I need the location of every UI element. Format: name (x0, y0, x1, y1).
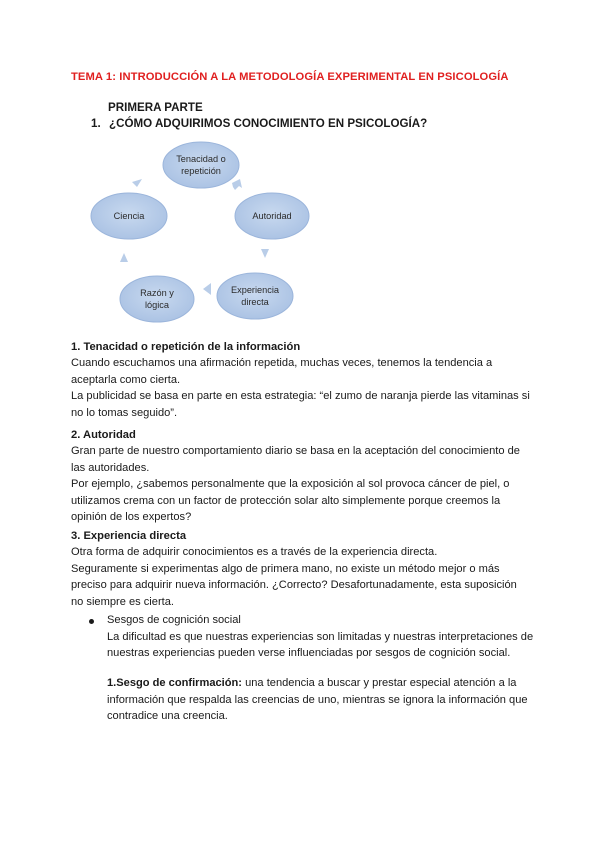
bullet-item (107, 612, 547, 662)
cycle-node-experiencia-label-2: directa (241, 297, 269, 307)
cycle-arrow-3 (203, 283, 211, 295)
confirmation-bias-text: una tendencia a buscar y prestar especial atención a la información que respalda las creencias de uno, mientras se ignora la información que contradice una creencia. (107, 677, 528, 722)
section-3-heading: 3. Experiencia directa (71, 530, 187, 542)
bullet-title: Sesgos de cognición social (107, 614, 241, 626)
section-2-paragraph-1: Gran parte de nuestro comportamiento diario se basa en la aceptación del conocimiento de las autoridades. (71, 445, 520, 474)
section-1-paragraph-1: Cuando escuchamos una afirmación repetida, muchas veces, tenemos la tendencia a aceptarla como cierta. (71, 357, 493, 386)
bullet-dot-icon (89, 619, 94, 624)
confirmation-bias-paragraph (107, 675, 537, 725)
cycle-node-razon (120, 276, 194, 322)
section-3-paragraph-2: Seguramente si experimentas algo de primera mano, no existe un método mejor o más preciso para adquirir nueva información. ¿Correcto? Desafortunadamente, esta suposición no siempre es cierta. (71, 562, 517, 608)
question-text: ¿CÓMO ADQUIRIMOS CONOCIMIENTO EN PSICOLOGÍA? (109, 117, 428, 130)
cycle-arrow-2 (261, 249, 269, 258)
cycle-node-tenacidad (163, 142, 239, 188)
cycle-node-tenacidad-label-1: Tenacidad o (176, 154, 226, 164)
confirmation-bias-label: 1.Sesgo de confirmación: (107, 677, 243, 689)
section-1-heading: 1. Tenacidad o repetición de la información (71, 341, 301, 353)
part-heading: PRIMERA PARTE (108, 101, 203, 114)
cycle-node-autoridad-label: Autoridad (252, 211, 292, 221)
cycle-node-razon-label-1: Razón y (140, 288, 174, 298)
question-heading (91, 117, 427, 130)
cycle-node-ciencia-label: Ciencia (113, 211, 145, 221)
section-1-paragraph-2: La publicidad se basa en parte en esta estrategia: “el zumo de naranja pierde las vitaminas si no lo tomas seguido”. (71, 390, 530, 419)
section-2-paragraph-2: Por ejemplo, ¿sabemos personalmente que la exposición al sol provoca cáncer de piel, o utilizamos crema con un factor de protección solar alto simplemente porque creemos la opinión de los expertos? (71, 478, 510, 523)
bullet-text: La dificultad es que nuestras experiencias son limitadas y nuestras interpretaciones de nuestras experiencias pueden verse influenciadas por sesgos de cognición social. (107, 630, 534, 659)
section-3-body (71, 544, 531, 610)
cycle-node-razon-label-2: lógica (144, 300, 170, 310)
knowledge-cycle-diagram (80, 132, 320, 328)
section-3-paragraph-1: Otra forma de adquirir conocimientos es a través de la experiencia directa. (71, 546, 438, 558)
document-title: TEMA 1: INTRODUCCIÓN A LA METODOLOGÍA EXPERIMENTAL EN PSICOLOGÍA (71, 71, 509, 83)
cycle-node-experiencia (217, 273, 293, 319)
question-number: 1. (91, 117, 101, 130)
cycle-node-experiencia-label-1: Experiencia (230, 285, 280, 295)
section-1-body (71, 355, 531, 421)
section-2-heading: 2. Autoridad (71, 429, 136, 441)
cycle-node-tenacidad-label-2: repetición (181, 166, 221, 176)
cycle-arrow-4 (120, 253, 128, 262)
cycle-arrow-1 (232, 179, 242, 190)
cycle-arrow-5 (132, 179, 142, 187)
section-2-body (71, 443, 531, 526)
